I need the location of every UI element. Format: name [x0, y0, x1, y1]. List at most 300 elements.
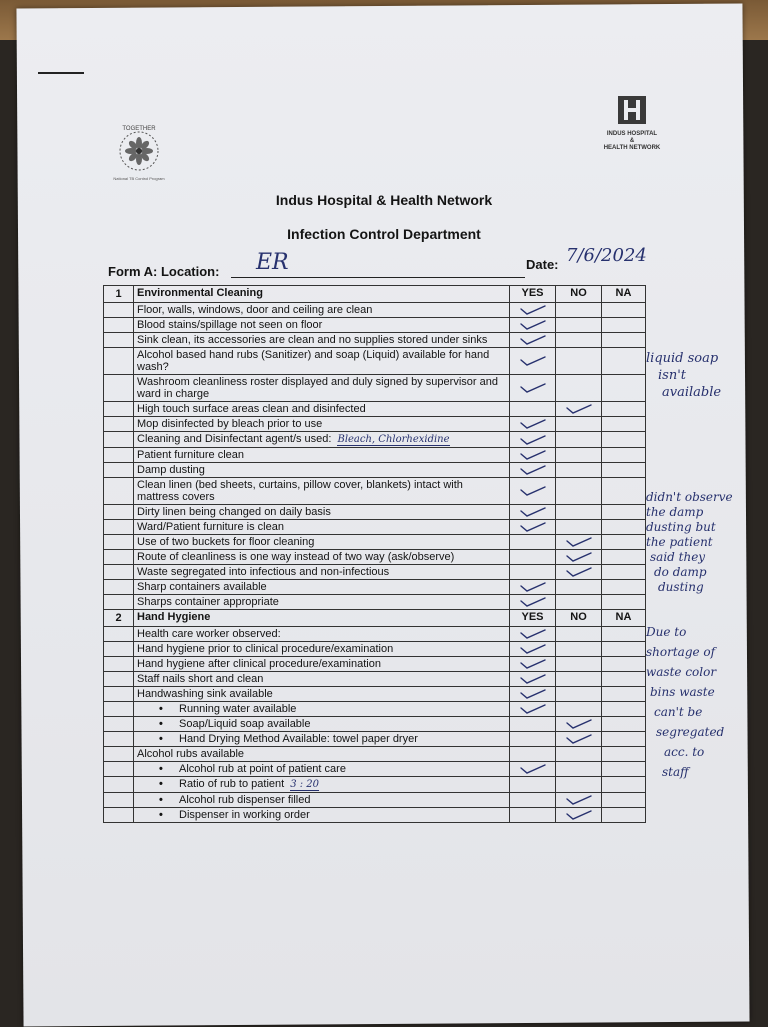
answer-cell-na — [602, 448, 646, 463]
checkmark-icon — [518, 581, 548, 593]
checkmark-icon — [564, 566, 594, 578]
answer-cell-no — [556, 762, 602, 777]
item-text: Floor, walls, windows, door and ceiling are clean — [137, 304, 373, 316]
item-text-cell — [134, 448, 510, 463]
row-number-cell — [104, 595, 134, 610]
item-text: Alcohol rubs available — [137, 748, 245, 760]
answer-cell-no — [556, 565, 602, 580]
row-number-cell — [104, 535, 134, 550]
row-number-cell — [104, 375, 134, 402]
answer-cell-yes — [510, 657, 556, 672]
row-number-cell — [104, 762, 134, 777]
answer-cell-no — [556, 747, 602, 762]
row-number-cell — [104, 747, 134, 762]
item-text: Blood stains/spillage not seen on floor — [137, 319, 323, 331]
checkmark-icon — [564, 718, 594, 730]
answer-cell-na — [602, 348, 646, 375]
checkmark-icon — [518, 628, 548, 640]
answer-cell-yes — [510, 333, 556, 348]
note-line: shortage of — [646, 645, 716, 659]
indus-logo-line3: HEALTH NETWORK — [603, 145, 661, 151]
logo-left-caption: National TB Control Program — [113, 176, 165, 181]
answer-cell-na — [602, 777, 646, 793]
answer-cell-yes — [510, 550, 556, 565]
item-text: Clean linen (bed sheets, curtains, pillow cover, blankets) intact with mattress covers — [137, 479, 463, 503]
checkmark-icon — [518, 382, 548, 394]
answer-cell-yes — [510, 402, 556, 417]
checklist-row — [104, 565, 646, 580]
indus-logo-line1: INDUS HOSPITAL — [606, 131, 658, 137]
date-label: Date: — [526, 257, 559, 272]
indus-logo — [596, 94, 668, 152]
column-header-no: NO — [556, 610, 602, 627]
checklist-row — [104, 417, 646, 432]
answer-cell-yes — [510, 762, 556, 777]
answer-cell-yes — [510, 777, 556, 793]
item-text: High touch surface areas clean and disinfected — [137, 403, 366, 415]
indus-logo-icon — [616, 94, 648, 126]
answer-cell-yes — [510, 732, 556, 747]
item-text: Hand hygiene prior to clinical procedure/examination — [137, 643, 394, 655]
checklist-row — [104, 550, 646, 565]
item-text-cell — [134, 687, 510, 702]
answer-cell-na — [602, 717, 646, 732]
answer-cell-no — [556, 535, 602, 550]
answer-cell-no — [556, 777, 602, 793]
answer-cell-yes — [510, 478, 556, 505]
item-text: Cleaning and Disinfectant agent/s used: — [137, 433, 332, 445]
row-number-cell — [104, 808, 134, 823]
answer-cell-no — [556, 793, 602, 808]
row-number-cell — [104, 463, 134, 478]
department-title: Infection Control Department — [287, 226, 481, 242]
checklist-row — [104, 535, 646, 550]
checkmark-icon — [564, 733, 594, 745]
answer-cell-na — [602, 627, 646, 642]
answer-cell-yes — [510, 535, 556, 550]
answer-cell-no — [556, 732, 602, 747]
item-text: Use of two buckets for floor cleaning — [137, 536, 315, 548]
checklist-row — [104, 657, 646, 672]
answer-cell-na — [602, 520, 646, 535]
answer-cell-yes — [510, 717, 556, 732]
checklist-row — [104, 672, 646, 687]
row-number-cell — [104, 520, 134, 535]
note-line: Due to — [646, 625, 687, 639]
row-number-cell — [104, 657, 134, 672]
item-text-cell — [134, 702, 510, 717]
item-text: Running water available — [179, 703, 297, 715]
item-text-cell — [134, 432, 510, 448]
answer-cell-yes — [510, 627, 556, 642]
row-number-cell — [104, 348, 134, 375]
item-text-cell — [134, 580, 510, 595]
location-value: ER — [256, 250, 289, 275]
answer-cell-na — [602, 642, 646, 657]
answer-cell-yes — [510, 505, 556, 520]
checkmark-icon — [564, 403, 594, 415]
item-text-cell — [134, 505, 510, 520]
row-number-cell — [104, 627, 134, 642]
item-text: Washroom cleanliness roster displayed and duly signed by supervisor and ward in charge — [137, 376, 498, 400]
together-logo-icon — [108, 124, 170, 176]
answer-cell-yes — [510, 303, 556, 318]
row-number-cell — [104, 717, 134, 732]
checkmark-icon — [564, 794, 594, 806]
item-text: Mop disinfected by bleach prior to use — [137, 418, 323, 430]
answer-cell-yes — [510, 463, 556, 478]
answer-cell-yes — [510, 580, 556, 595]
margin-note-waste — [646, 622, 724, 782]
bullet-icon: • — [159, 778, 163, 790]
answer-cell-no — [556, 550, 602, 565]
answer-cell-na — [602, 303, 646, 318]
row-number-cell — [104, 432, 134, 448]
answer-cell-no — [556, 478, 602, 505]
checkmark-icon — [518, 304, 548, 316]
checklist-row — [104, 375, 646, 402]
answer-cell-na — [602, 318, 646, 333]
answer-cell-na — [602, 732, 646, 747]
location-underline — [231, 277, 525, 278]
checklist-table — [103, 285, 646, 823]
answer-cell-na — [602, 417, 646, 432]
answer-cell-na — [602, 432, 646, 448]
section-number: 2 — [104, 610, 134, 627]
pen-mark — [38, 72, 84, 74]
margin-note-dusting — [646, 490, 733, 595]
section-number: 1 — [104, 286, 134, 303]
row-number-cell — [104, 505, 134, 520]
checklist-row — [104, 732, 646, 747]
answer-cell-no — [556, 375, 602, 402]
row-number-cell — [104, 402, 134, 417]
checklist-row — [104, 595, 646, 610]
indus-logo-line2: & — [629, 138, 635, 144]
answer-cell-no — [556, 672, 602, 687]
bullet-icon: • — [159, 718, 163, 730]
handwritten-entry: 3 : 20 — [290, 779, 320, 790]
checkmark-icon — [518, 434, 548, 446]
column-header-no: NO — [556, 286, 602, 303]
answer-cell-no — [556, 580, 602, 595]
row-number-cell — [104, 642, 134, 657]
item-text-cell — [134, 550, 510, 565]
row-number-cell — [104, 580, 134, 595]
answer-cell-yes — [510, 808, 556, 823]
column-header-na: NA — [602, 610, 646, 627]
checklist-row — [104, 717, 646, 732]
checkmark-icon — [564, 536, 594, 548]
answer-cell-na — [602, 463, 646, 478]
answer-cell-no — [556, 402, 602, 417]
note-line: waste color — [646, 665, 717, 679]
checklist-row — [104, 702, 646, 717]
svg-text:TOGETHER: TOGETHER — [122, 126, 156, 132]
answer-cell-na — [602, 672, 646, 687]
answer-cell-yes — [510, 417, 556, 432]
answer-cell-no — [556, 417, 602, 432]
item-text: Sink clean, its accessories are clean and no supplies stored under sinks — [137, 334, 488, 346]
answer-cell-na — [602, 505, 646, 520]
item-text: Health care worker observed: — [137, 628, 281, 640]
answer-cell-yes — [510, 793, 556, 808]
checklist-row — [104, 808, 646, 823]
org-name: Indus Hospital & Health Network — [275, 192, 493, 208]
checkmark-icon — [518, 464, 548, 476]
section-header-row — [104, 286, 646, 303]
note-line: acc. to — [664, 745, 705, 759]
row-number-cell — [104, 687, 134, 702]
item-text: Handwashing sink available — [137, 688, 273, 700]
date-value: 7/6/2024 — [566, 245, 647, 266]
answer-cell-yes — [510, 687, 556, 702]
answer-cell-no — [556, 333, 602, 348]
answer-cell-na — [602, 762, 646, 777]
answer-cell-no — [556, 595, 602, 610]
item-text: Dispenser in working order — [179, 809, 310, 821]
answer-cell-na — [602, 687, 646, 702]
answer-cell-na — [602, 793, 646, 808]
checkmark-icon — [518, 506, 548, 518]
answer-cell-no — [556, 627, 602, 642]
item-text-cell — [134, 402, 510, 417]
checklist-row — [104, 580, 646, 595]
checkmark-icon — [518, 485, 548, 497]
checkmark-icon — [518, 673, 548, 685]
answer-cell-yes — [510, 672, 556, 687]
row-number-cell — [104, 478, 134, 505]
item-text: Ratio of rub to patient — [179, 778, 285, 790]
item-text: Sharps container appropriate — [137, 596, 279, 608]
answer-cell-na — [602, 595, 646, 610]
answer-cell-na — [602, 808, 646, 823]
answer-cell-no — [556, 687, 602, 702]
row-number-cell — [104, 318, 134, 333]
answer-cell-na — [602, 333, 646, 348]
checklist-row — [104, 505, 646, 520]
answer-cell-na — [602, 580, 646, 595]
answer-cell-yes — [510, 595, 556, 610]
item-text: Sharp containers available — [137, 581, 267, 593]
answer-cell-no — [556, 657, 602, 672]
item-text-cell — [134, 520, 510, 535]
checkmark-icon — [518, 658, 548, 670]
checkmark-icon — [564, 551, 594, 563]
checklist-row — [104, 348, 646, 375]
item-text-cell — [134, 747, 510, 762]
row-number-cell — [104, 550, 134, 565]
checkmark-icon — [518, 763, 548, 775]
item-text-cell — [134, 762, 510, 777]
answer-cell-na — [602, 550, 646, 565]
note-line: isn't — [658, 368, 686, 383]
answer-cell-na — [602, 747, 646, 762]
answer-cell-yes — [510, 348, 556, 375]
answer-cell-yes — [510, 747, 556, 762]
checkmark-icon — [518, 596, 548, 608]
item-text-cell — [134, 642, 510, 657]
answer-cell-no — [556, 642, 602, 657]
section-title: Environmental Cleaning — [134, 286, 510, 303]
answer-cell-na — [602, 375, 646, 402]
answer-cell-na — [602, 478, 646, 505]
section-header-row — [104, 610, 646, 627]
item-text-cell — [134, 333, 510, 348]
item-text: Waste segregated into infectious and non-infectious — [137, 566, 390, 578]
item-text-cell — [134, 657, 510, 672]
item-text-cell — [134, 348, 510, 375]
answer-cell-yes — [510, 432, 556, 448]
answer-cell-na — [602, 657, 646, 672]
answer-cell-no — [556, 702, 602, 717]
answer-cell-na — [602, 535, 646, 550]
item-text-cell — [134, 627, 510, 642]
item-text: Alcohol rub dispenser filled — [179, 794, 311, 806]
note-line: didn't observe — [646, 490, 733, 504]
answer-cell-na — [602, 702, 646, 717]
item-text-cell — [134, 565, 510, 580]
note-line: available — [662, 385, 722, 400]
column-header-na: NA — [602, 286, 646, 303]
together-logo — [104, 124, 174, 188]
note-line: can't be — [654, 705, 703, 719]
note-line: liquid soap — [646, 351, 719, 366]
item-text-cell — [134, 777, 510, 793]
item-text-cell — [134, 732, 510, 747]
answer-cell-no — [556, 808, 602, 823]
row-number-cell — [104, 333, 134, 348]
answer-cell-yes — [510, 375, 556, 402]
bullet-icon: • — [159, 703, 163, 715]
note-line: do damp — [654, 565, 707, 579]
column-header-yes: YES — [510, 610, 556, 627]
bullet-icon: • — [159, 763, 163, 775]
answer-cell-no — [556, 432, 602, 448]
section-title: Hand Hygiene — [134, 610, 510, 627]
checklist-row — [104, 432, 646, 448]
handwritten-entry: Bleach, Chlorhexidine — [337, 434, 450, 445]
checkmark-icon — [518, 521, 548, 533]
item-text-cell — [134, 595, 510, 610]
answer-cell-yes — [510, 318, 556, 333]
item-text-cell — [134, 375, 510, 402]
checkmark-icon — [518, 703, 548, 715]
checklist-row — [104, 478, 646, 505]
row-number-cell — [104, 702, 134, 717]
checkmark-icon — [518, 334, 548, 346]
note-line: the damp — [646, 505, 704, 519]
answer-cell-na — [602, 565, 646, 580]
item-text: Soap/Liquid soap available — [179, 718, 311, 730]
checklist-row — [104, 687, 646, 702]
checklist-row — [104, 520, 646, 535]
checklist-row — [104, 303, 646, 318]
form-location-label: Form A: Location: — [108, 264, 220, 279]
item-text-cell — [134, 793, 510, 808]
answer-cell-yes — [510, 642, 556, 657]
checkmark-icon — [518, 643, 548, 655]
item-text-cell — [134, 535, 510, 550]
item-text-cell — [134, 303, 510, 318]
checklist-row — [104, 793, 646, 808]
checkmark-icon — [518, 418, 548, 430]
item-text: Hand Drying Method Available: towel paper dryer — [179, 733, 418, 745]
note-line: segregated — [656, 725, 725, 739]
column-header-yes: YES — [510, 286, 556, 303]
checklist-row — [104, 318, 646, 333]
checkmark-icon — [518, 688, 548, 700]
item-text: Ward/Patient furniture is clean — [137, 521, 284, 533]
row-number-cell — [104, 777, 134, 793]
checklist-row — [104, 463, 646, 478]
item-text: Route of cleanliness is one way instead of two way (ask/observe) — [137, 551, 455, 563]
note-line: the patient — [646, 535, 713, 549]
bullet-icon: • — [159, 809, 163, 821]
item-text: Dirty linen being changed on daily basis — [137, 506, 331, 518]
item-text-cell — [134, 463, 510, 478]
checklist-row — [104, 627, 646, 642]
answer-cell-yes — [510, 702, 556, 717]
checklist-row — [104, 448, 646, 463]
bullet-icon: • — [159, 794, 163, 806]
answer-cell-no — [556, 448, 602, 463]
item-text: Damp dusting — [137, 464, 205, 476]
answer-cell-no — [556, 318, 602, 333]
item-text: Alcohol based hand rubs (Sanitizer) and soap (Liquid) available for hand wash? — [137, 349, 490, 373]
checklist-row — [104, 762, 646, 777]
checklist-row — [104, 333, 646, 348]
answer-cell-no — [556, 463, 602, 478]
answer-cell-no — [556, 520, 602, 535]
row-number-cell — [104, 448, 134, 463]
checklist-row — [104, 777, 646, 793]
checklist-row — [104, 402, 646, 417]
answer-cell-no — [556, 717, 602, 732]
note-line: bins waste — [650, 685, 715, 699]
row-number-cell — [104, 672, 134, 687]
row-number-cell — [104, 732, 134, 747]
note-line: dusting but — [646, 520, 716, 534]
item-text-cell — [134, 672, 510, 687]
note-line: dusting — [658, 580, 704, 594]
item-text-cell — [134, 478, 510, 505]
answer-cell-no — [556, 303, 602, 318]
row-number-cell — [104, 417, 134, 432]
row-number-cell — [104, 303, 134, 318]
answer-cell-yes — [510, 565, 556, 580]
checkmark-icon — [518, 319, 548, 331]
item-text-cell — [134, 318, 510, 333]
note-line: said they — [650, 550, 706, 564]
note-line: staff — [662, 765, 689, 779]
answer-cell-na — [602, 402, 646, 417]
answer-cell-yes — [510, 520, 556, 535]
row-number-cell — [104, 565, 134, 580]
answer-cell-yes — [510, 448, 556, 463]
answer-cell-no — [556, 505, 602, 520]
checkmark-icon — [518, 355, 548, 367]
margin-note-soap — [646, 350, 721, 401]
checklist-row — [104, 642, 646, 657]
answer-cell-no — [556, 348, 602, 375]
item-text: Patient furniture clean — [137, 449, 245, 461]
bullet-icon: • — [159, 733, 163, 745]
item-text: Hand hygiene after clinical procedure/examination — [137, 658, 381, 670]
item-text-cell — [134, 417, 510, 432]
item-text-cell — [134, 717, 510, 732]
item-text-cell — [134, 808, 510, 823]
